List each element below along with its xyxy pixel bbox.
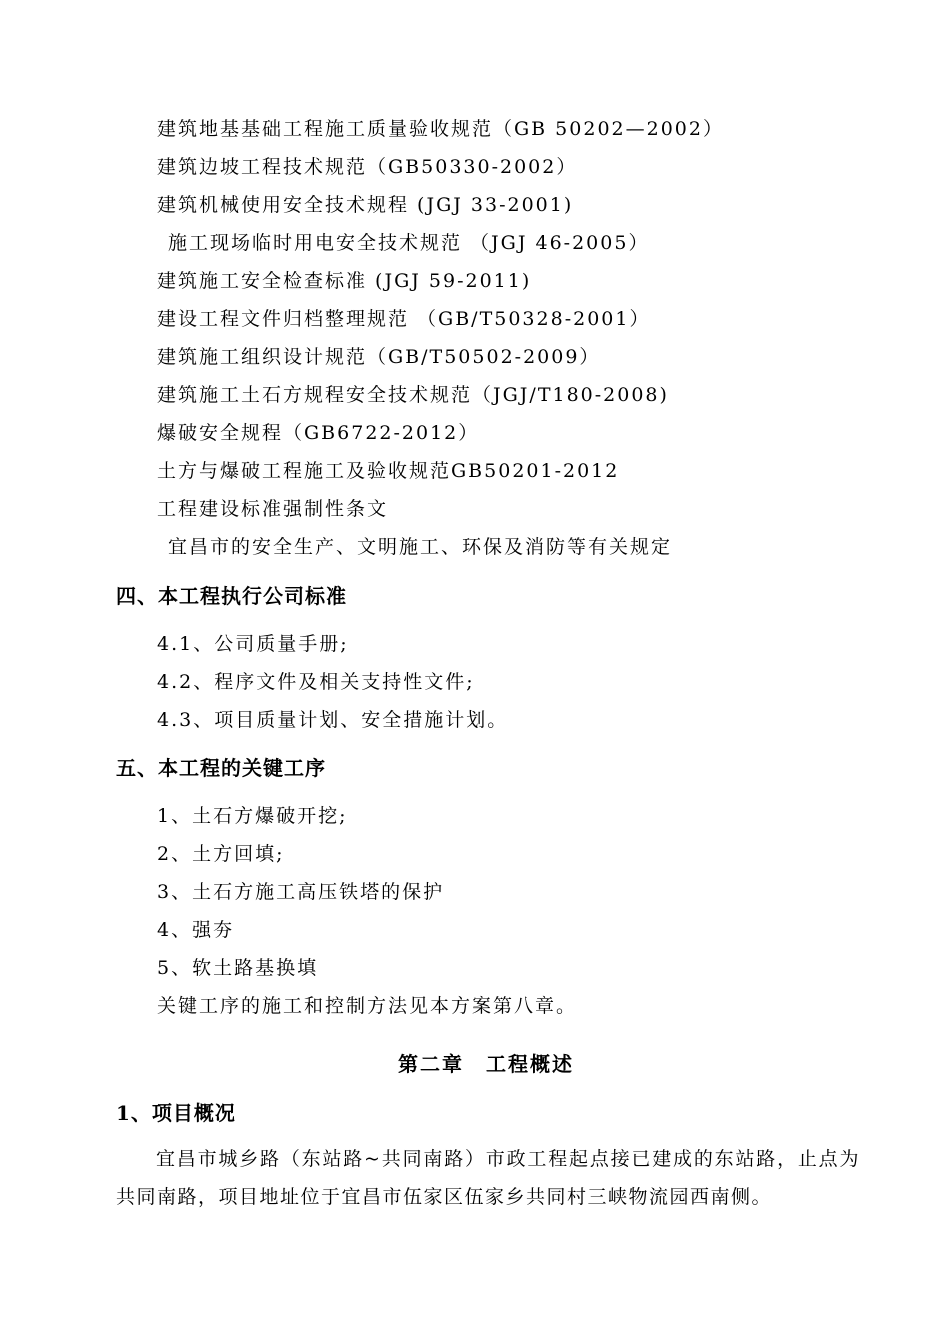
standard-item: 建设工程文件归档整理规范 （GB/T50328-2001）	[157, 308, 651, 330]
standard-item: 建筑机械使用安全技术规程 (JGJ 33-2001)	[157, 194, 574, 216]
standard-item: 建筑施工土石方规程安全技术规范（JGJ/T180-2008)	[157, 384, 669, 406]
chapter-title: 第二章 工程概述	[398, 1052, 574, 1076]
list-item: 4、强夯	[157, 919, 235, 941]
standard-item: 施工现场临时用电安全技术规范 （JGJ 46-2005）	[168, 232, 650, 254]
standard-item: 建筑边坡工程技术规范（GB50330-2002）	[157, 156, 578, 178]
standard-item: 宜昌市的安全生产、文明施工、环保及消防等有关规定	[168, 536, 673, 558]
list-item: 4.3、项目质量计划、安全措施计划。	[157, 709, 509, 731]
standard-item: 建筑施工组织设计规范（GB/T50502-2009）	[157, 346, 601, 368]
standard-item: 工程建设标准强制性条文	[157, 498, 389, 520]
list-item: 1、土石方爆破开挖;	[157, 805, 348, 827]
list-item: 5、软土路基换填	[157, 957, 319, 979]
section-4-heading: 四、本工程执行公司标准	[116, 584, 347, 608]
standard-item: 爆破安全规程（GB6722-2012）	[157, 422, 480, 444]
list-item: 2、土方回填;	[157, 843, 285, 865]
standard-item: 建筑地基基础工程施工质量验收规范（GB 50202—2002）	[157, 118, 724, 140]
section-5-note: 关键工序的施工和控制方法见本方案第八章。	[157, 995, 578, 1017]
standard-item: 土方与爆破工程施工及验收规范GB50201-2012	[157, 460, 620, 482]
standard-item: 建筑施工安全检查标准 (JGJ 59-2011)	[157, 270, 532, 292]
project-heading: 1、项目概况	[116, 1101, 236, 1125]
project-paragraph: 宜昌市城乡路（东站路~共同南路）市政工程起点接已建成的东站路，止点为共同南路，项目地址位于宜昌市伍家区伍家乡共同村三峡物流园西南侧。	[116, 1148, 860, 1208]
list-item: 4.2、程序文件及相关支持性文件;	[157, 671, 475, 693]
list-item: 3、土石方施工高压铁塔的保护	[157, 881, 445, 903]
section-5-heading: 五、本工程的关键工序	[116, 756, 326, 780]
list-item: 4.1、公司质量手册;	[157, 633, 349, 655]
